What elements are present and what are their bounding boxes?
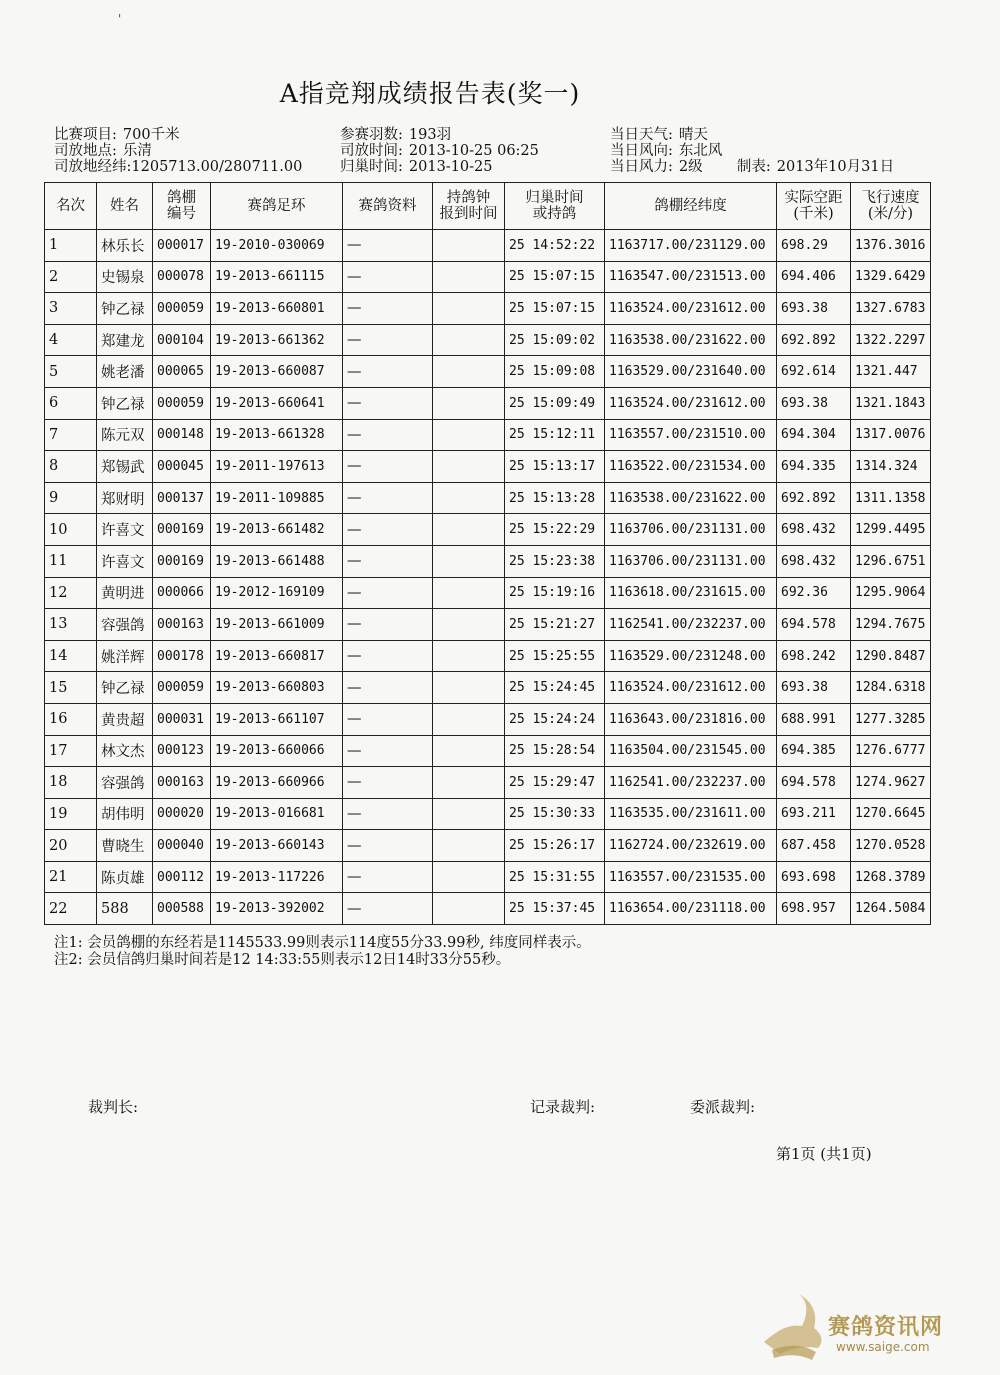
corner-mark: ' [118,12,122,26]
cell-time: 25 15:24:45 [505,672,605,704]
cell-coord: 1163538.00/231622.00 [605,482,777,514]
cell-ring: 19-2013-660817 [211,640,343,672]
info-made-label: 制表: [736,159,771,175]
table-row [45,640,931,672]
cell-info: — [343,293,433,325]
cell-rank: 1 [45,230,97,262]
cell-time: 25 15:29:47 [505,767,605,799]
cell-coord: 1163538.00/231622.00 [605,324,777,356]
table-row [45,672,931,704]
cell-dist: 692.892 [777,482,851,514]
cell-dist: 692.892 [777,324,851,356]
report-title: A指竞翔成绩报告表(奖一) [279,79,581,108]
cell-coord: 1163529.00/231248.00 [605,640,777,672]
cell-rank: 7 [45,419,97,451]
cell-loft: 000045 [153,451,211,483]
cell-dist: 698.957 [777,893,851,925]
cell-info: — [343,893,433,925]
cell-clock [433,609,505,641]
cell-time: 25 15:09:02 [505,324,605,356]
cell-coord: 1163535.00/231611.00 [605,798,777,830]
info-return-label: 归巢时间: [340,159,403,175]
cell-time: 25 15:12:11 [505,419,605,451]
cell-coord: 1163557.00/231510.00 [605,419,777,451]
cell-clock [433,545,505,577]
recorder-signature: 记录裁判: [530,1098,596,1116]
info-coords-value: 1205713.00/280711.00 [131,159,303,175]
cell-coord: 1162724.00/232619.00 [605,830,777,862]
cell-clock [433,861,505,893]
cell-dist: 694.385 [777,735,851,767]
cell-coord: 1163522.00/231534.00 [605,451,777,483]
cell-name: 钟乙禄 [97,293,153,325]
cell-ring: 19-2013-661362 [211,324,343,356]
cell-dist: 698.29 [777,230,851,262]
info-count-label: 参赛羽数: [340,127,403,143]
cell-ring: 19-2013-660143 [211,830,343,862]
cell-name: 黄明进 [97,577,153,609]
cell-coord: 1163524.00/231612.00 [605,387,777,419]
info-wind-force [610,159,894,175]
cell-time: 25 15:19:16 [505,577,605,609]
table-row [45,767,931,799]
cell-name: 曹晓生 [97,830,153,862]
cell-name: 胡伟明 [97,798,153,830]
cell-rank: 8 [45,451,97,483]
cell-rank: 2 [45,261,97,293]
cell-speed: 1290.8487 [851,640,931,672]
info-coords [54,159,302,175]
info-wind-dir-label: 当日风向: [610,143,673,159]
cell-ring: 19-2013-661482 [211,514,343,546]
cell-info: — [343,514,433,546]
info-project [54,127,180,143]
cell-name: 容强鸽 [97,609,153,641]
cell-name: 588 [97,893,153,925]
watermark-text: 赛鸽资讯网 [828,1315,944,1340]
column-header: 姓名 [97,183,153,230]
cell-rank: 4 [45,324,97,356]
cell-speed: 1264.5084 [851,893,931,925]
cell-rank: 20 [45,830,97,862]
cell-coord: 1163706.00/231131.00 [605,514,777,546]
cell-speed: 1317.0076 [851,419,931,451]
cell-dist: 693.211 [777,798,851,830]
cell-clock [433,703,505,735]
cell-speed: 1311.1358 [851,482,931,514]
cell-name: 林乐长 [97,230,153,262]
cell-ring: 19-2013-016681 [211,798,343,830]
cell-loft: 000163 [153,767,211,799]
cell-clock [433,672,505,704]
cell-clock [433,893,505,925]
cell-time: 25 15:28:54 [505,735,605,767]
cell-rank: 10 [45,514,97,546]
cell-rank: 11 [45,545,97,577]
cell-ring: 19-2013-661115 [211,261,343,293]
cell-rank: 22 [45,893,97,925]
cell-loft: 000169 [153,545,211,577]
cell-loft: 000078 [153,261,211,293]
cell-info: — [343,230,433,262]
cell-info: — [343,861,433,893]
pigeon-logo-icon [758,1290,828,1370]
cell-loft: 000137 [153,482,211,514]
cell-loft: 000123 [153,735,211,767]
cell-dist: 698.242 [777,640,851,672]
table-row [45,545,931,577]
cell-coord: 1163717.00/231129.00 [605,230,777,262]
delegate-signature: 委派裁判: [690,1098,756,1116]
cell-dist: 693.698 [777,861,851,893]
cell-speed: 1314.324 [851,451,931,483]
cell-info: — [343,640,433,672]
cell-rank: 18 [45,767,97,799]
table-row [45,735,931,767]
cell-dist: 688.991 [777,703,851,735]
table-row [45,577,931,609]
cell-loft: 000066 [153,577,211,609]
chief-referee-signature: 裁判长: [88,1098,139,1116]
page-number: 第1页 (共1页) [776,1145,872,1163]
cell-info: — [343,672,433,704]
cell-dist: 692.36 [777,577,851,609]
cell-coord: 1163618.00/231615.00 [605,577,777,609]
cell-coord: 1163524.00/231612.00 [605,293,777,325]
cell-dist: 693.38 [777,672,851,704]
cell-time: 25 15:07:15 [505,293,605,325]
cell-speed: 1299.4495 [851,514,931,546]
cell-name: 许喜文 [97,545,153,577]
cell-coord: 1163706.00/231131.00 [605,545,777,577]
info-wind-dir [610,143,722,159]
cell-info: — [343,703,433,735]
cell-time: 25 15:07:15 [505,261,605,293]
cell-info: — [343,324,433,356]
note-2: 注2: 会员信鸽归巢时间若是12 14:33:55则表示12日14时33分55秒。 [54,952,511,968]
cell-coord: 1163643.00/231816.00 [605,703,777,735]
cell-dist: 694.335 [777,451,851,483]
column-header: 飞行速度 (米/分) [851,183,931,230]
info-project-value: 700千米 [122,127,180,143]
cell-rank: 14 [45,640,97,672]
cell-speed: 1268.3789 [851,861,931,893]
cell-ring: 19-2011-197613 [211,451,343,483]
cell-info: — [343,798,433,830]
cell-time: 25 15:26:17 [505,830,605,862]
cell-loft: 000059 [153,387,211,419]
cell-speed: 1270.0528 [851,830,931,862]
info-return [340,159,493,175]
cell-coord: 1163524.00/231612.00 [605,672,777,704]
column-header: 名次 [45,183,97,230]
cell-speed: 1329.6429 [851,261,931,293]
cell-rank: 17 [45,735,97,767]
cell-loft: 000031 [153,703,211,735]
cell-ring: 19-2010-030069 [211,230,343,262]
cell-name: 许喜文 [97,514,153,546]
cell-rank: 21 [45,861,97,893]
cell-clock [433,230,505,262]
cell-speed: 1321.1843 [851,387,931,419]
cell-dist: 694.578 [777,767,851,799]
cell-dist: 698.432 [777,514,851,546]
watermark-url: www.saige.com [836,1340,930,1354]
cell-loft: 000588 [153,893,211,925]
info-site [54,143,152,159]
cell-ring: 19-2013-660087 [211,356,343,388]
cell-coord: 1163654.00/231118.00 [605,893,777,925]
table-row [45,830,931,862]
cell-dist: 687.458 [777,830,851,862]
info-count [340,127,451,143]
info-return-value: 2013-10-25 [408,159,493,175]
cell-ring: 19-2013-392002 [211,893,343,925]
cell-ring: 19-2013-117226 [211,861,343,893]
cell-ring: 19-2013-661328 [211,419,343,451]
cell-loft: 000059 [153,672,211,704]
cell-time: 25 14:52:22 [505,230,605,262]
cell-loft: 000148 [153,419,211,451]
cell-dist: 698.432 [777,545,851,577]
cell-rank: 12 [45,577,97,609]
cell-name: 史锡泉 [97,261,153,293]
cell-clock [433,356,505,388]
column-header: 鸽棚经纬度 [605,183,777,230]
cell-speed: 1277.3285 [851,703,931,735]
cell-loft: 000059 [153,293,211,325]
cell-coord: 1163504.00/231545.00 [605,735,777,767]
cell-name: 黄贵超 [97,703,153,735]
cell-ring: 19-2013-661107 [211,703,343,735]
cell-info: — [343,387,433,419]
cell-info: — [343,735,433,767]
table-row [45,261,931,293]
info-coords-label: 司放地经纬: [54,159,132,175]
info-site-value: 乐清 [122,143,152,159]
cell-speed: 1294.7675 [851,609,931,641]
column-header: 赛鸽足环 [211,183,343,230]
cell-ring: 19-2013-660966 [211,767,343,799]
cell-speed: 1270.6645 [851,798,931,830]
cell-clock [433,735,505,767]
cell-name: 钟乙禄 [97,387,153,419]
cell-time: 25 15:09:49 [505,387,605,419]
table-row [45,609,931,641]
cell-speed: 1321.447 [851,356,931,388]
cell-time: 25 15:37:45 [505,893,605,925]
cell-rank: 3 [45,293,97,325]
watermark-logo [758,1290,988,1370]
cell-name: 姚洋辉 [97,640,153,672]
cell-ring: 19-2013-660641 [211,387,343,419]
cell-rank: 5 [45,356,97,388]
cell-name: 钟乙禄 [97,672,153,704]
cell-info: — [343,609,433,641]
cell-rank: 16 [45,703,97,735]
cell-speed: 1284.6318 [851,672,931,704]
cell-dist: 694.578 [777,609,851,641]
cell-dist: 693.38 [777,293,851,325]
results-table [44,182,931,925]
column-header: 实际空距 (千米) [777,183,851,230]
info-wind-force-value: 2级 [678,159,703,175]
cell-info: — [343,482,433,514]
cell-info: — [343,261,433,293]
cell-coord: 1162541.00/232237.00 [605,609,777,641]
table-row [45,703,931,735]
cell-time: 25 15:22:29 [505,514,605,546]
info-wind-force-label: 当日风力: [610,159,673,175]
cell-time: 25 15:09:08 [505,356,605,388]
cell-dist: 694.304 [777,419,851,451]
info-weather-value: 晴天 [678,127,708,143]
cell-ring: 19-2011-109885 [211,482,343,514]
table-row [45,798,931,830]
cell-name: 姚老潘 [97,356,153,388]
cell-info: — [343,767,433,799]
table-row [45,387,931,419]
cell-dist: 692.614 [777,356,851,388]
cell-speed: 1376.3016 [851,230,931,262]
cell-ring: 19-2013-660066 [211,735,343,767]
info-release [340,143,539,159]
cell-speed: 1274.9627 [851,767,931,799]
cell-clock [433,324,505,356]
cell-coord: 1163547.00/231513.00 [605,261,777,293]
table-row [45,419,931,451]
cell-speed: 1296.6751 [851,545,931,577]
table-row [45,451,931,483]
cell-ring: 19-2012-169109 [211,577,343,609]
cell-dist: 693.38 [777,387,851,419]
cell-coord: 1163529.00/231640.00 [605,356,777,388]
cell-rank: 19 [45,798,97,830]
cell-time: 25 15:23:38 [505,545,605,577]
cell-coord: 1162541.00/232237.00 [605,767,777,799]
cell-ring: 19-2013-660801 [211,293,343,325]
cell-name: 郑锡武 [97,451,153,483]
cell-loft: 000163 [153,609,211,641]
cell-rank: 13 [45,609,97,641]
cell-loft: 000040 [153,830,211,862]
info-project-label: 比赛项目: [54,127,117,143]
cell-name: 林文杰 [97,735,153,767]
cell-speed: 1276.6777 [851,735,931,767]
cell-loft: 000017 [153,230,211,262]
cell-rank: 9 [45,482,97,514]
cell-dist: 694.406 [777,261,851,293]
cell-info: — [343,419,433,451]
cell-clock [433,577,505,609]
table-row [45,514,931,546]
cell-time: 25 15:13:17 [505,451,605,483]
table-body [45,230,931,925]
column-header: 归巢时间 或持鸽 [505,183,605,230]
cell-info: — [343,577,433,609]
table-header-row [45,183,931,230]
cell-speed: 1295.9064 [851,577,931,609]
cell-time: 25 15:30:33 [505,798,605,830]
cell-clock [433,798,505,830]
cell-ring: 19-2013-661009 [211,609,343,641]
info-count-value: 193羽 [408,127,452,143]
notes [54,935,591,969]
cell-clock [433,514,505,546]
column-header: 鸽棚 编号 [153,183,211,230]
cell-loft: 000169 [153,514,211,546]
table-row [45,482,931,514]
info-made-value: 2013年10月31日 [776,159,895,175]
table-row [45,893,931,925]
cell-info: — [343,545,433,577]
cell-clock [433,387,505,419]
cell-time: 25 15:31:55 [505,861,605,893]
info-weather [610,127,708,143]
cell-coord: 1163557.00/231535.00 [605,861,777,893]
cell-clock [433,419,505,451]
table-row [45,230,931,262]
info-weather-label: 当日天气: [610,127,673,143]
cell-clock [433,261,505,293]
cell-time: 25 15:13:28 [505,482,605,514]
column-header: 持鸽钟 报到时间 [433,183,505,230]
table-row [45,293,931,325]
cell-ring: 19-2013-660803 [211,672,343,704]
cell-name: 郑建龙 [97,324,153,356]
cell-clock [433,482,505,514]
cell-clock [433,293,505,325]
cell-loft: 000065 [153,356,211,388]
cell-clock [433,830,505,862]
note-1: 注1: 会员鸽棚的东经若是1145533.99则表示114度55分33.99秒, 纬度同样表示。 [54,935,591,951]
cell-clock [433,640,505,672]
cell-info: — [343,356,433,388]
cell-time: 25 15:25:55 [505,640,605,672]
cell-info: — [343,451,433,483]
table-row [45,324,931,356]
info-wind-dir-value: 东北风 [678,143,723,159]
table-row [45,861,931,893]
cell-rank: 15 [45,672,97,704]
cell-name: 陈元双 [97,419,153,451]
cell-loft: 000178 [153,640,211,672]
cell-loft: 000112 [153,861,211,893]
info-site-label: 司放地点: [54,143,117,159]
column-header: 赛鸽资料 [343,183,433,230]
cell-info: — [343,830,433,862]
cell-rank: 6 [45,387,97,419]
info-release-value: 2013-10-25 06:25 [408,143,539,159]
cell-loft: 000104 [153,324,211,356]
info-release-label: 司放时间: [340,143,403,159]
cell-name: 陈贞雄 [97,861,153,893]
cell-loft: 000020 [153,798,211,830]
cell-clock [433,451,505,483]
cell-name: 容强鸽 [97,767,153,799]
cell-speed: 1327.6783 [851,293,931,325]
cell-speed: 1322.2297 [851,324,931,356]
cell-ring: 19-2013-661488 [211,545,343,577]
table-row [45,356,931,388]
cell-time: 25 15:24:24 [505,703,605,735]
cell-name: 郑财明 [97,482,153,514]
cell-clock [433,767,505,799]
cell-time: 25 15:21:27 [505,609,605,641]
